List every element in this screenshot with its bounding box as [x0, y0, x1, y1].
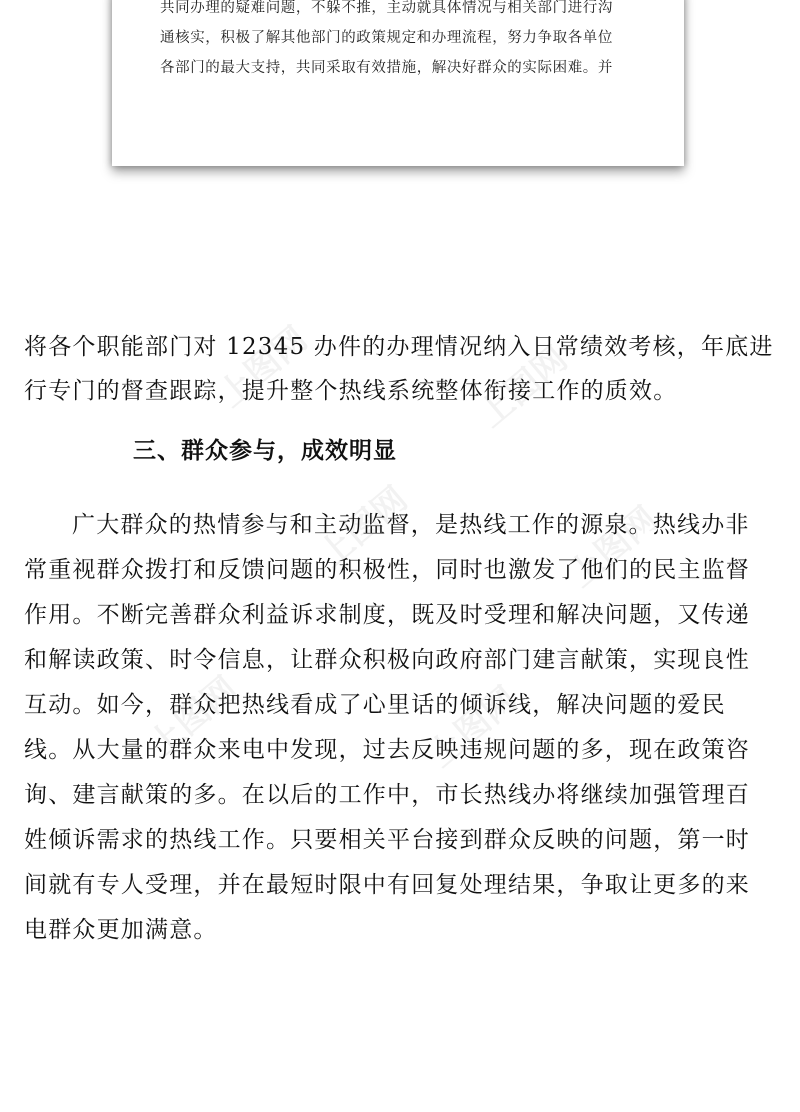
quote-line: 各部门的最大支持，共同采取有效措施，解决好群众的实际困难。并: [160, 60, 613, 76]
section-heading: 三、群众参与，成效明显: [133, 438, 397, 464]
paragraph-line: 姓倾诉需求的热线工作。只要相关平台接到群众反映的问题，第一时: [24, 827, 750, 853]
paragraph-line: 和解读政策、时令信息，让群众积极向政府部门建言献策，实现良性: [24, 647, 750, 673]
paragraph-line: 常重视群众拨打和反馈问题的积极性，同时也激发了他们的民主监督: [24, 557, 750, 583]
quote-line: 共同办理的疑难问题，不躲不推，主动就具体情况与相关部门进行沟: [160, 0, 613, 16]
watermark: 上图网: [421, 679, 526, 776]
watermark: 上图网: [561, 499, 666, 596]
paragraph-line: 行专门的督查跟踪，提升整个热线系统整体衔接工作的质效。: [24, 378, 678, 404]
paragraph-line: 互动。如今，群众把热线看成了心里话的倾诉线，解决问题的爱民: [24, 692, 726, 718]
paragraph-line: 电群众更加满意。: [24, 917, 218, 943]
paragraph-line: 询、建言献策的多。在以后的工作中，市长热线办将继续加强管理百: [24, 782, 750, 808]
paragraph-line: 广大群众的热情参与和主动监督，是热线工作的源泉。热线办非: [72, 512, 750, 538]
watermark: 上图网: [311, 479, 416, 576]
watermark: 上图网: [211, 319, 316, 416]
paragraph-line: 将各个职能部门对 12345 办件的办理情况纳入日常绩效考核，年底进: [24, 334, 774, 360]
paragraph-line: 线。从大量的群众来电中发现，过去反映违规问题的多，现在政策咨: [24, 737, 750, 763]
quote-line: 通核实，积极了解其他部门的政策规定和办理流程，努力争取各单位: [160, 30, 613, 46]
quote-card: [112, 0, 684, 166]
watermark: 上图网: [141, 669, 246, 766]
paragraph-line: 作用。不断完善群众利益诉求制度，既及时受理和解决问题，又传递: [24, 602, 750, 628]
paragraph-line: 间就有专人受理，并在最短时限中有回复处理结果，争取让更多的来: [24, 872, 750, 898]
watermark: 上图网: [471, 339, 576, 436]
